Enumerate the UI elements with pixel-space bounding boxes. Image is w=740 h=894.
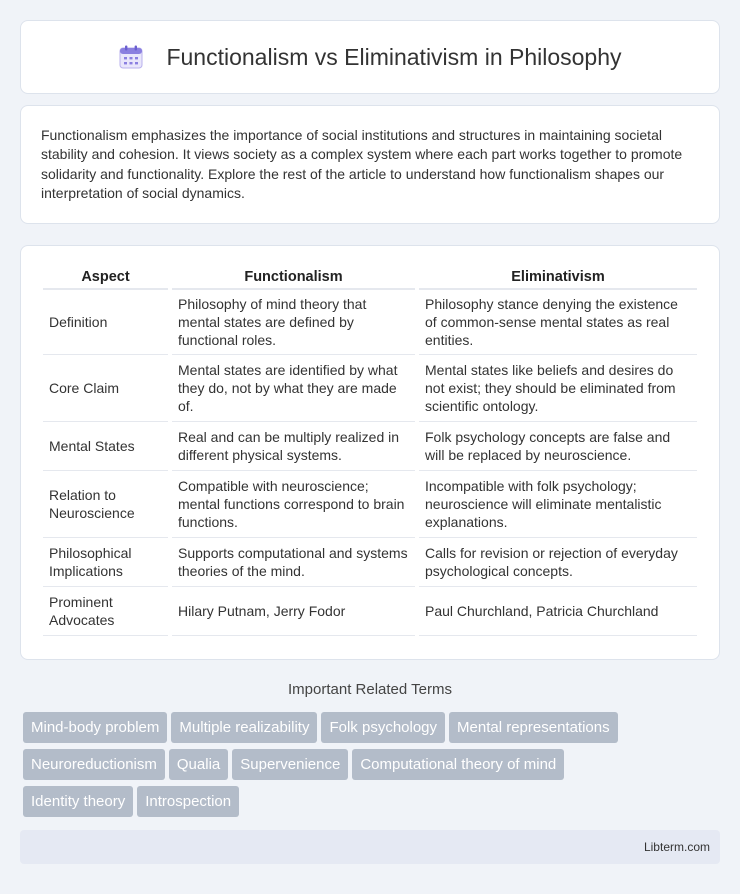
row-aspect: Philosophical Implications bbox=[43, 538, 168, 587]
tag-multiple-realizability[interactable]: Multiple realizability bbox=[171, 712, 317, 743]
row-eliminativism: Incompatible with folk psychology; neuroscience will eliminate mentalistic explanations. bbox=[419, 471, 697, 538]
row-functionalism: Philosophy of mind theory that mental states are defined by functional roles. bbox=[172, 290, 415, 355]
tag-folk-psychology[interactable]: Folk psychology bbox=[321, 712, 445, 743]
header-functionalism: Functionalism bbox=[172, 266, 415, 290]
row-aspect: Mental States bbox=[43, 422, 168, 471]
tag-mental-representations[interactable]: Mental representations bbox=[449, 712, 618, 743]
row-eliminativism: Mental states like beliefs and desires do not exist; they should be eliminated from scientific ontology. bbox=[419, 355, 697, 422]
row-eliminativism: Paul Churchland, Patricia Churchland bbox=[419, 587, 697, 636]
tag-supervenience[interactable]: Supervenience bbox=[232, 749, 348, 780]
row-functionalism: Compatible with neuroscience; mental functions correspond to brain functions. bbox=[172, 471, 415, 538]
row-aspect: Relation to Neuroscience bbox=[43, 471, 168, 538]
table-header-row bbox=[43, 266, 697, 290]
row-aspect: Definition bbox=[43, 290, 168, 355]
row-functionalism: Mental states are identified by what they do, not by what they are made of. bbox=[172, 355, 415, 422]
comparison-table-card bbox=[20, 245, 720, 660]
intro-card bbox=[20, 105, 720, 224]
row-functionalism: Real and can be multiply realized in different physical systems. bbox=[172, 422, 415, 471]
comparison-table bbox=[39, 266, 701, 636]
header-eliminativism: Eliminativism bbox=[419, 266, 697, 290]
header-card bbox=[20, 20, 720, 94]
tag-neuroreductionism[interactable]: Neuroreductionism bbox=[23, 749, 165, 780]
page-title: Functionalism vs Eliminativism in Philosophy bbox=[166, 43, 622, 70]
table-row bbox=[43, 471, 697, 538]
table-row bbox=[43, 587, 697, 636]
tag-qualia[interactable]: Qualia bbox=[169, 749, 228, 780]
table-row bbox=[43, 422, 697, 471]
tag-introspection[interactable]: Introspection bbox=[137, 786, 239, 817]
intro-text: Functionalism emphasizes the importance of social institutions and structures in maintaining societal stability and cohesion. It views society as a complex system where each part works together to promote solidarity and functionality. Explore the rest of the article to understand how functionalism shapes our interpretation of social dynamics. bbox=[41, 127, 683, 201]
table-row bbox=[43, 355, 697, 422]
header-aspect: Aspect bbox=[43, 266, 168, 290]
row-eliminativism: Folk psychology concepts are false and will be replaced by neuroscience. bbox=[419, 422, 697, 471]
related-terms-list bbox=[23, 712, 723, 823]
row-aspect: Prominent Advocates bbox=[43, 587, 168, 636]
row-eliminativism: Calls for revision or rejection of everyday psychological concepts. bbox=[419, 538, 697, 587]
footer-bar bbox=[20, 830, 720, 864]
row-functionalism: Hilary Putnam, Jerry Fodor bbox=[172, 587, 415, 636]
row-functionalism: Supports computational and systems theories of the mind. bbox=[172, 538, 415, 587]
calendar-icon bbox=[118, 44, 144, 70]
tag-computational-theory-of-mind[interactable]: Computational theory of mind bbox=[352, 749, 564, 780]
related-terms-title: Important Related Terms bbox=[288, 681, 452, 698]
tag-identity-theory[interactable]: Identity theory bbox=[23, 786, 133, 817]
tag-mind-body-problem[interactable]: Mind-body problem bbox=[23, 712, 167, 743]
table-row bbox=[43, 538, 697, 587]
table-row bbox=[43, 290, 697, 355]
row-eliminativism: Philosophy stance denying the existence of common-sense mental states as real entities. bbox=[419, 290, 697, 355]
footer-brand[interactable]: Libterm.com bbox=[643, 840, 710, 854]
row-aspect: Core Claim bbox=[43, 355, 168, 422]
